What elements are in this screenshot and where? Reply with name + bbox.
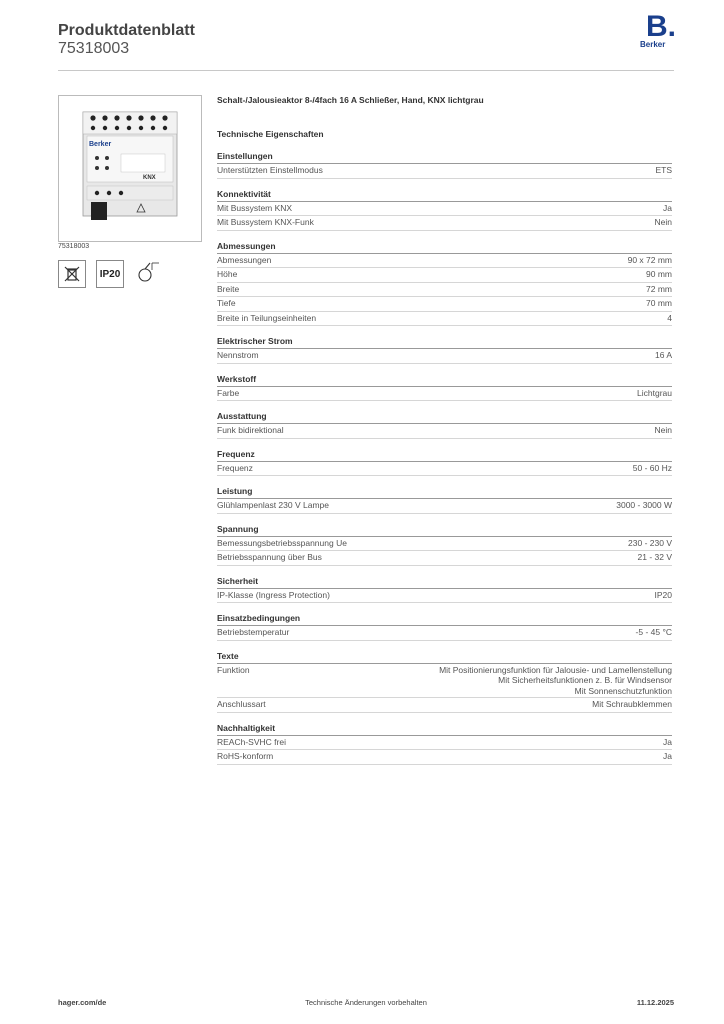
property-label: REACh-SVHC frei	[217, 736, 286, 747]
property-row	[217, 164, 672, 179]
device-brand: Berker	[89, 141, 112, 148]
property-value	[439, 665, 672, 697]
section-heading: Konnektivität	[217, 187, 672, 202]
article-number: 75318003	[58, 40, 130, 57]
ip-label: IP20	[99, 268, 121, 280]
property-value: Lichtgrau	[637, 387, 672, 398]
property-value: 4	[667, 312, 672, 323]
berker-logo	[640, 10, 676, 52]
property-label: RoHS-konform	[217, 751, 274, 761]
property-row	[217, 462, 672, 477]
property-value: Ja	[663, 751, 672, 761]
section-heading: Leistung	[217, 484, 672, 499]
section-heading: Einsatzbedingungen	[217, 611, 672, 626]
property-label: Farbe	[217, 387, 240, 398]
product-title: Schalt-/Jalousieaktor 8-/4fach 16 A Schließer, Hand, KNX lichtgrau	[217, 95, 484, 105]
property-label: Breite	[217, 283, 240, 294]
device-knx-badge: KNX	[143, 175, 156, 181]
knx-actuator-device-image	[81, 106, 179, 224]
section-heading: Elektrischer Strom	[217, 334, 672, 349]
property-value: IP20	[654, 589, 672, 600]
page-title: Produktdatenblatt	[58, 22, 195, 39]
property-value: 90 mm	[646, 269, 672, 279]
section-einstellungen	[217, 149, 672, 179]
section-heading: Spannung	[217, 522, 672, 537]
property-value: 21 - 32 V	[637, 552, 672, 562]
section-ausstattung	[217, 409, 672, 439]
property-label: Nennstrom	[217, 350, 259, 360]
page-header	[58, 10, 676, 71]
property-value: 230 - 230 V	[628, 537, 672, 548]
section-spannung	[217, 522, 672, 566]
property-value: 90 x 72 mm	[627, 254, 672, 265]
property-value: 72 mm	[646, 283, 672, 294]
property-label: IP-Klasse (Ingress Protection)	[217, 589, 330, 600]
property-value: Nein	[654, 217, 672, 227]
property-value: Ja	[663, 736, 672, 747]
section-abmessungen	[217, 239, 672, 327]
property-label: Betriebstemperatur	[217, 627, 290, 637]
footer-website: hager.com/de	[58, 998, 107, 1007]
section-heading: Sicherheit	[217, 574, 672, 589]
ip20-badge	[96, 260, 124, 288]
section-heading: Ausstattung	[217, 409, 672, 424]
property-row	[217, 537, 672, 552]
property-value: 50 - 60 Hz	[632, 462, 672, 473]
section-texte	[217, 649, 672, 713]
no-waste-bin-icon	[58, 260, 86, 288]
logo-text: Berker	[640, 40, 666, 49]
datasheet-content	[217, 93, 672, 765]
section-heading: Frequenz	[217, 447, 672, 462]
property-row	[217, 349, 672, 364]
section-konnektivit-t	[217, 187, 672, 231]
property-label: Unterstützten Einstellmodus	[217, 165, 323, 175]
property-label: Frequenz	[217, 462, 253, 473]
property-row	[217, 268, 672, 283]
section-einsatzbedingungen	[217, 611, 672, 641]
property-row	[217, 297, 672, 312]
section-heading: Werkstoff	[217, 372, 672, 387]
section-frequenz	[217, 447, 672, 477]
bus-connection-icon	[134, 260, 160, 286]
property-row	[217, 283, 672, 298]
property-value-line: Mit Positionierungsfunktion für Jalousie- und Lamellenstellung	[439, 664, 672, 675]
section-heading: Texte	[217, 649, 672, 664]
section-elektrischer-strom	[217, 334, 672, 364]
image-caption: 75318003	[58, 243, 90, 250]
property-label: Mit Bussystem KNX-Funk	[217, 217, 314, 227]
property-value-line: Mit Sicherheitsfunktionen z. B. für Windsensor	[498, 675, 672, 685]
property-row	[217, 626, 672, 641]
property-row	[217, 202, 672, 217]
property-value: Ja	[663, 202, 672, 213]
property-value: 3000 - 3000 W	[616, 500, 672, 510]
property-value: Nein	[654, 425, 672, 435]
property-row	[217, 312, 672, 327]
footer-notice: Technische Änderungen vorbehalten	[305, 998, 427, 1007]
property-label: Mit Bussystem KNX	[217, 202, 293, 213]
property-value: ETS	[655, 165, 672, 175]
property-label: Tiefe	[217, 298, 236, 308]
property-value: 16 A	[654, 350, 672, 360]
section-heading: Abmessungen	[217, 239, 672, 254]
property-row	[217, 589, 672, 604]
property-label: Anschlussart	[217, 699, 266, 709]
property-row	[217, 698, 672, 713]
property-value-line: Mit Sonnenschutzfunktion	[574, 685, 672, 696]
property-row	[217, 499, 672, 514]
property-row	[217, 551, 672, 566]
logo-letter: B.	[646, 10, 676, 43]
section-nachhaltigkeit	[217, 721, 672, 765]
tech-properties-heading: Technische Eigenschaften	[217, 129, 324, 139]
property-label: Funktion	[217, 664, 250, 675]
property-label: Glühlampenlast 230 V Lampe	[217, 500, 329, 510]
property-value: 70 mm	[646, 298, 672, 308]
property-row	[217, 254, 672, 269]
property-row	[217, 216, 672, 231]
property-sections	[217, 149, 672, 765]
property-row	[217, 750, 672, 765]
property-row	[217, 424, 672, 439]
property-row	[217, 387, 672, 402]
section-heading: Nachhaltigkeit	[217, 721, 672, 736]
section-leistung	[217, 484, 672, 514]
property-label: Höhe	[217, 269, 238, 279]
property-label: Abmessungen	[217, 254, 272, 265]
section-heading: Einstellungen	[217, 149, 672, 164]
product-image	[58, 95, 202, 242]
property-row	[217, 736, 672, 751]
property-label: Betriebsspannung über Bus	[217, 552, 322, 562]
property-label: Bemessungsbetriebsspannung Ue	[217, 537, 347, 548]
property-value: -5 - 45 °C	[635, 627, 672, 637]
property-label: Breite in Teilungseinheiten	[217, 312, 317, 323]
section-werkstoff	[217, 372, 672, 402]
property-row	[217, 664, 672, 699]
property-label: Funk bidirektional	[217, 425, 284, 435]
property-value: Mit Schraubklemmen	[592, 699, 672, 709]
section-sicherheit	[217, 574, 672, 604]
footer-date: 11.12.2025	[636, 998, 674, 1007]
